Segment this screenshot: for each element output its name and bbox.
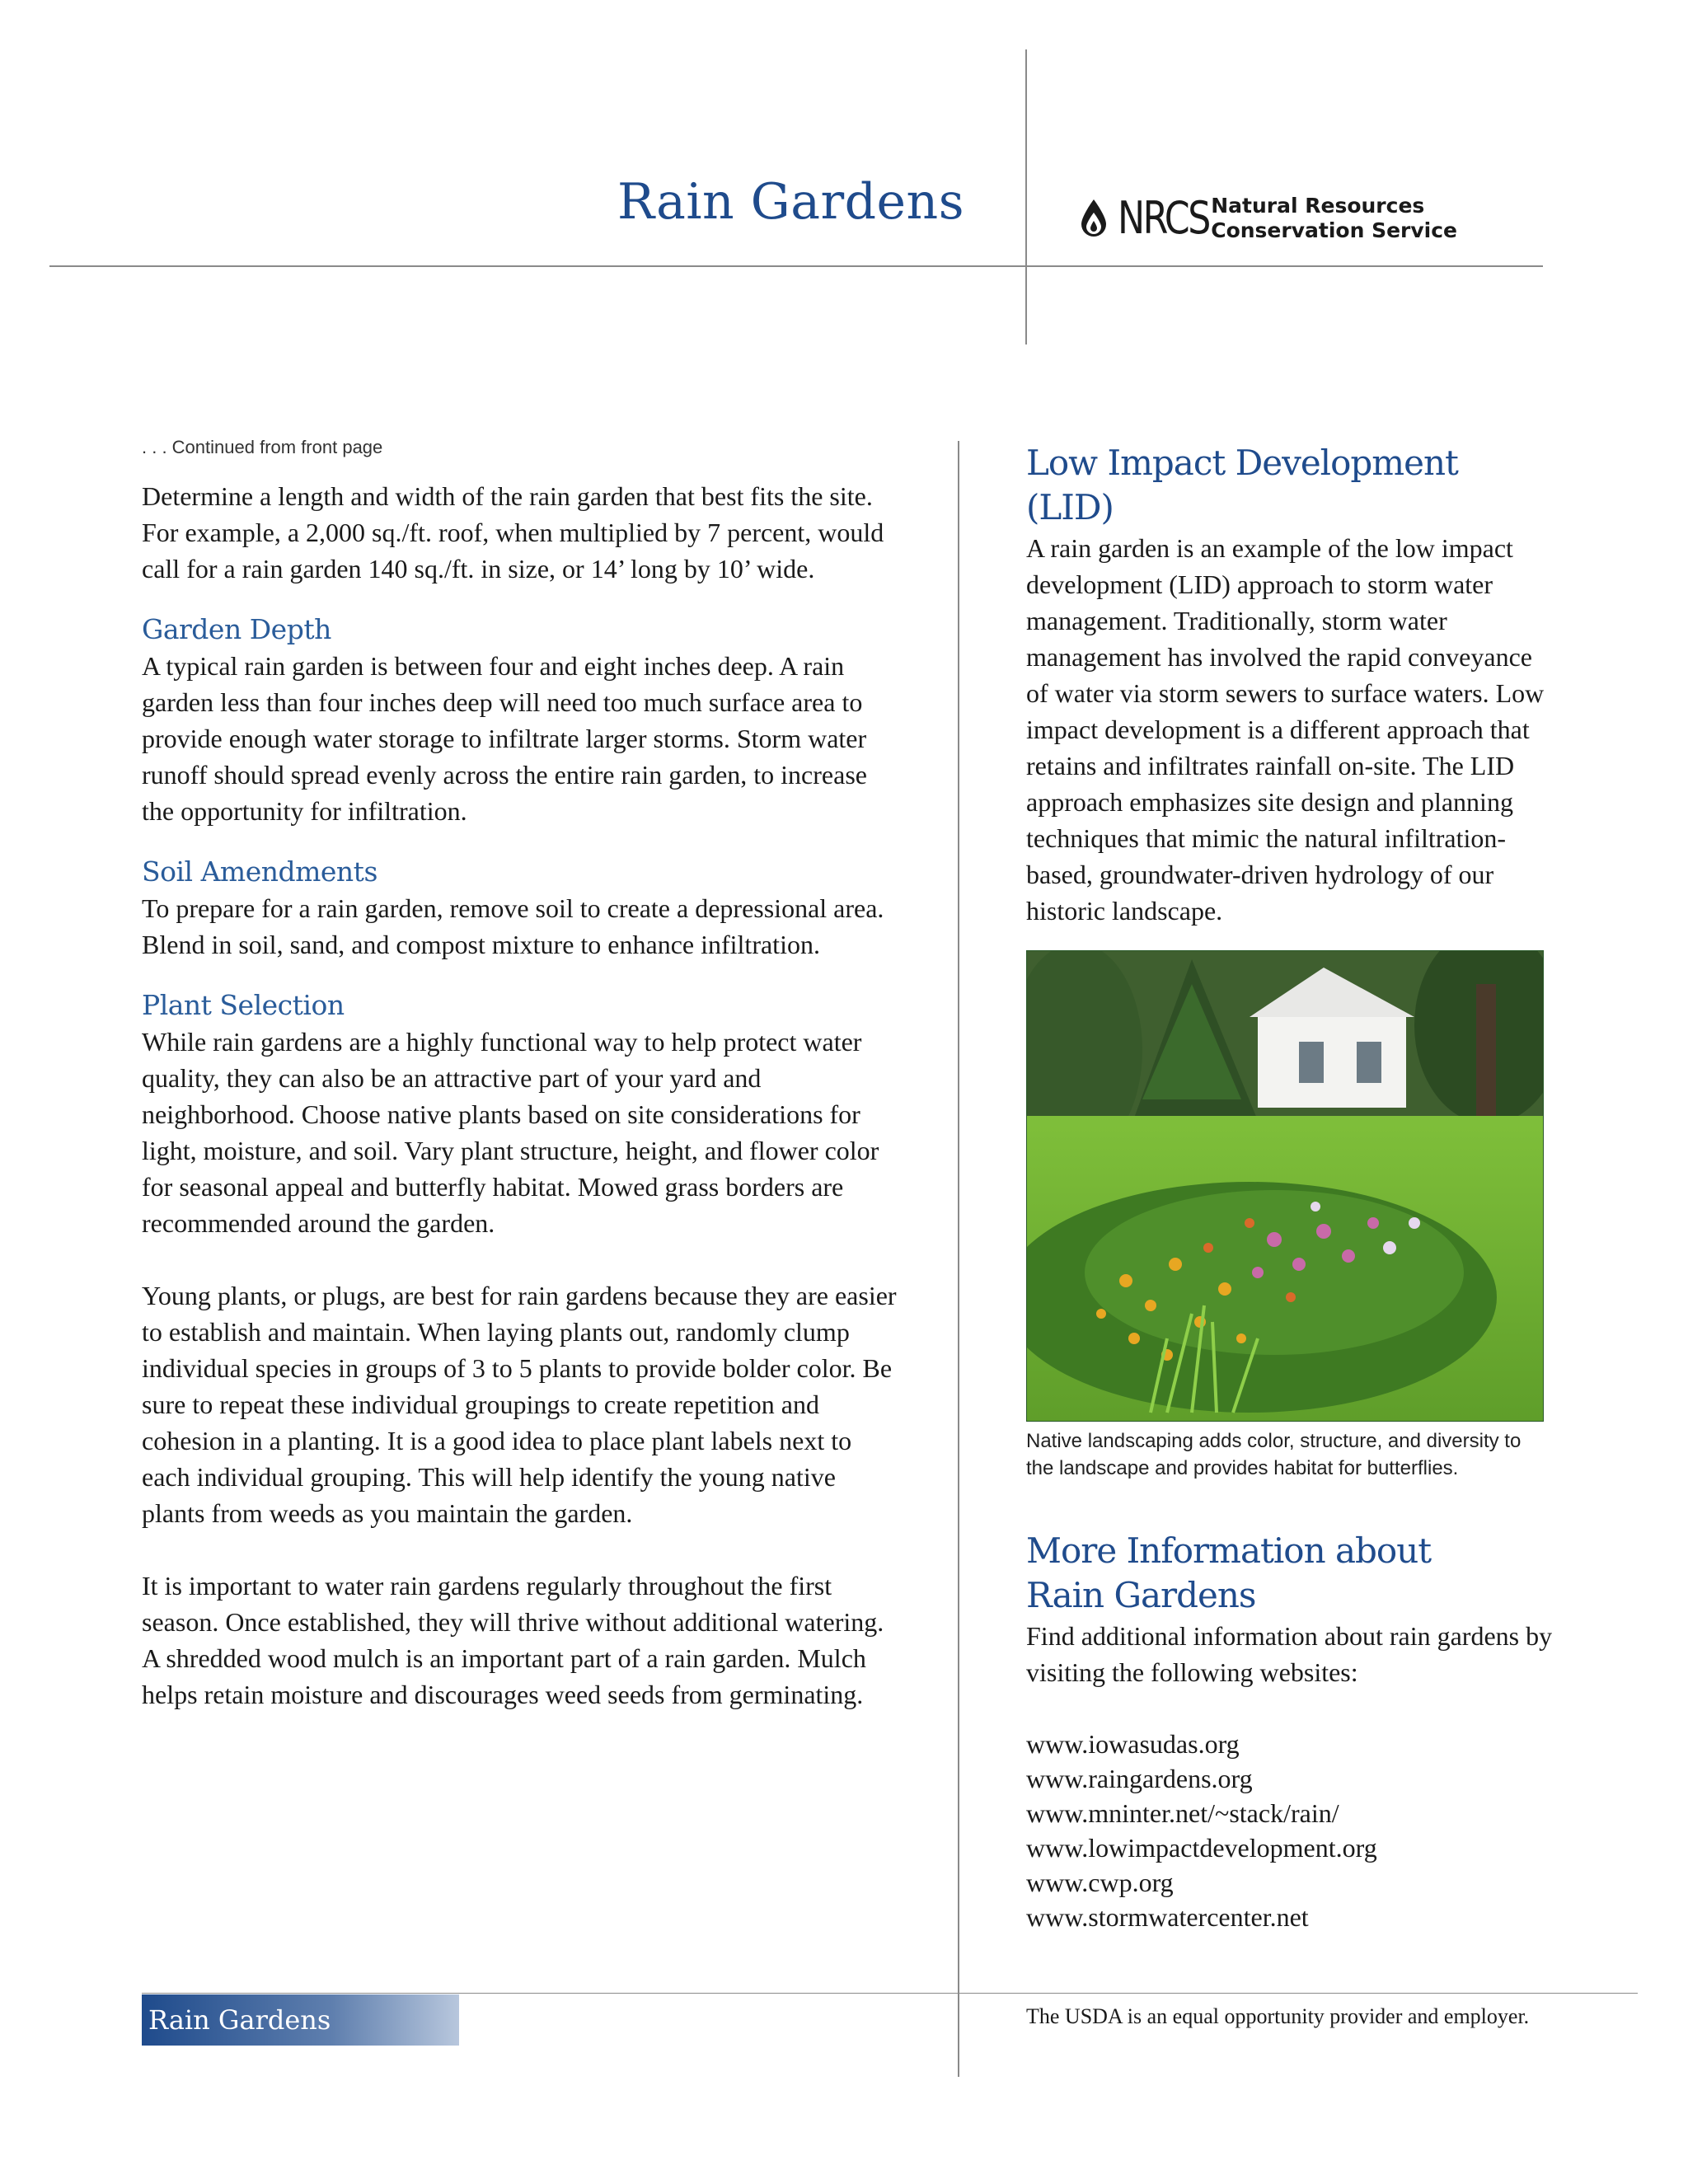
garden-depth-paragraph: A typical rain garden is between four and eight inches deep. A rain garden less than four inches deep will need too much surface area to provide enough water storage to infiltrate larger storms. Storm water runoff should spread evenly across the entire rain garden, to increase the opportunity for infiltration. (142, 651, 867, 826)
footer-equal-opportunity-note: The USDA is an equal opportunity provider and employer. (1026, 2004, 1530, 2028)
rain-garden-photo (1026, 950, 1544, 1422)
website-link[interactable]: www.mninter.net/~stack/rain/ (1026, 1798, 1339, 1828)
rain-garden-illustration (1027, 951, 1543, 1421)
more-info-heading-line-1: More Information about (1026, 1530, 1432, 1571)
header-divider (49, 265, 1543, 267)
logo-line-2: Conservation Service (1211, 218, 1457, 242)
column-divider (958, 441, 959, 2077)
lid-heading: Low Impact Development (LID) (1026, 443, 1458, 527)
more-info-section (1026, 1529, 1554, 1934)
logo-line-1: Natural Resources (1211, 193, 1425, 218)
soil-amendments-heading: Soil Amendments (142, 855, 377, 888)
footer-divider (142, 1993, 1638, 1994)
website-link[interactable]: www.cwp.org (1026, 1868, 1174, 1897)
plant-selection-paragraph-3: It is important to water rain gardens regularly throughout the first season. Once established, they will thrive without additional watering. A shredded wood mulch is an important part of a rain garden. Mulch helps retain moisture and discourages weed seeds from germinating. (142, 1571, 884, 1709)
header-vertical-divider (1025, 49, 1027, 344)
nrcs-logo (1078, 192, 1457, 244)
right-column (1026, 441, 1554, 929)
logo-agency-name (1211, 194, 1457, 243)
plant-selection-heading: Plant Selection (142, 989, 345, 1021)
more-info-paragraph: Find additional information about rain gardens by visiting the following websites: (1026, 1621, 1553, 1687)
website-link[interactable]: www.lowimpactdevelopment.org (1026, 1833, 1377, 1863)
plant-selection-paragraph-2: Young plants, or plugs, are best for rain gardens because they are easier to establish and maintain. When laying plants out, randomly clump individual species in groups of 3 to 5 plants to provide bolder color. Be sure to repeat these individual groupings to create repetition and cohesion in a planting. It is a good idea to place plant labels next to each individual grouping. This will help identify the young native plants from weeds as you maintain the garden. (142, 1281, 897, 1528)
website-list (1026, 1727, 1554, 1934)
logo-acronym: NRCS (1118, 192, 1209, 244)
page-title: Rain Gardens (617, 173, 964, 231)
website-link[interactable]: www.iowasudas.org (1026, 1729, 1240, 1759)
plant-selection-paragraph-1: While rain gardens are a highly functional way to help protect water quality, they can also be an attractive part of your yard and neighborhood. Choose native plants based on site considerations for light, moisture, and soil. Vary plant structure, height, and flower color for seasonal appeal and butterfly habitat. Mowed grass borders are recommended around the garden. (142, 1027, 879, 1238)
soil-amendments-paragraph: To prepare for a rain garden, remove soil to create a depressional area. Blend in soil, sand, and compost mixture to enhance infiltration. (142, 893, 884, 959)
lid-paragraph: A rain garden is an example of the low impact development (LID) approach to storm water management. Traditionally, storm water management has involved the rapid conveyance of water via storm sewers to surface waters. Low impact development is a different approach that retains and infiltrates rainfall on-site. The LID approach emphasizes site design and planning techniques that mimic the natural infiltration-based, groundwater-driven hydrology of our historic landscape. (1026, 533, 1545, 926)
website-link[interactable]: www.stormwatercenter.net (1026, 1902, 1309, 1932)
photo-caption: Native landscaping adds color, structure, and diversity to the landscape and provides habitat for butterflies. (1026, 1430, 1522, 1479)
footer-title-tag: Rain Gardens (142, 1994, 459, 2046)
intro-paragraph: Determine a length and width of the rain garden that best fits the site. For example, a 2,000 sq./ft. roof, when multiplied by 7 percent, would call for a rain garden 140 sq./ft. in size, or 14’ long by 10’ wide. (142, 481, 884, 583)
more-info-heading-line-2: Rain Gardens (1026, 1575, 1256, 1615)
left-column (142, 478, 900, 1713)
water-drop-logo-icon (1078, 198, 1109, 239)
continued-note: . . . Continued from front page (142, 437, 383, 457)
garden-depth-heading: Garden Depth (142, 613, 331, 645)
website-link[interactable]: www.raingardens.org (1026, 1764, 1253, 1793)
